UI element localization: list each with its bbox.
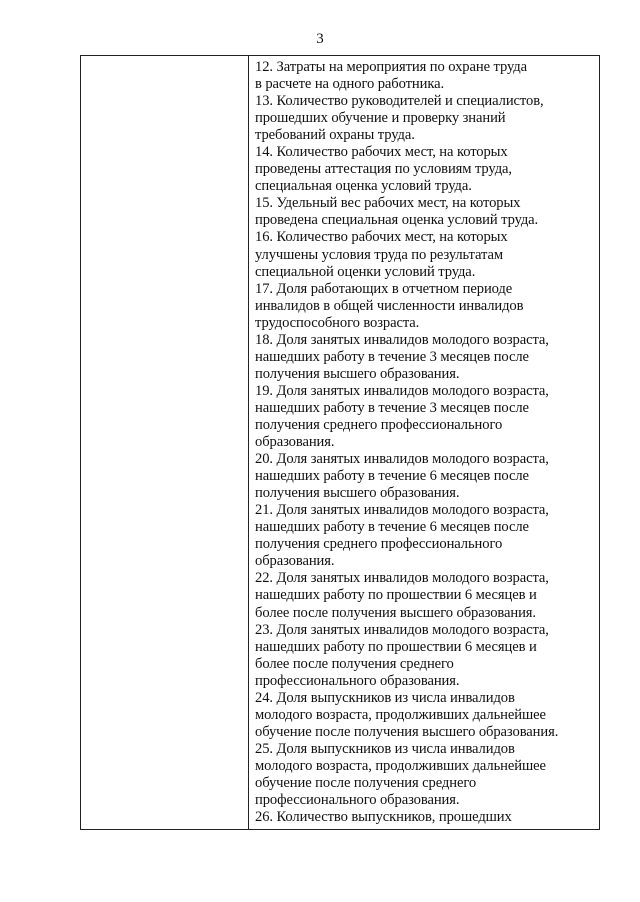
indicator-line: 26. Количество выпускников, прошедших [255,809,512,826]
indicator-line: получения среднего профессионального [255,416,503,433]
indicator-line: обучение после получения среднего [255,774,477,791]
indicator-line: более после получения высшего образования. [255,604,536,621]
indicators-list [255,59,597,826]
indicator-line: специальной оценки условий труда. [255,263,476,280]
indicator-line: профессионального образования. [255,792,460,809]
indicator-line: 20. Доля занятых инвалидов молодого возраста, [255,451,549,468]
indicator-line: инвалидов в общей численности инвалидов [255,297,524,314]
indicator-line: трудоспособного возраста. [255,314,420,331]
indicators-table [80,55,600,830]
indicator-line: получения среднего профессионального [255,536,503,553]
indicator-line: нашедших работу по прошествии 6 месяцев и [255,638,537,655]
indicator-line: 25. Доля выпускников из числа инвалидов [255,740,515,757]
indicator-line: молодого возраста, продолживших дальнейшее [255,706,546,723]
indicator-line: 13. Количество руководителей и специалистов, [255,93,544,110]
indicator-line: 14. Количество рабочих мест, на которых [255,144,508,161]
indicator-line: 18. Доля занятых инвалидов молодого возраста, [255,331,549,348]
indicator-line: образования. [255,553,335,570]
indicator-line: улучшены условия труда по результатам [255,246,503,263]
indicator-line: 16. Количество рабочих мест, на которых [255,229,508,246]
indicator-line: нашедших работу в течение 6 месяцев после [255,468,529,485]
indicator-line: нашедших работу в течение 3 месяцев после [255,399,529,416]
indicator-line: нашедших работу по прошествии 6 месяцев и [255,587,537,604]
indicator-line: 22. Доля занятых инвалидов молодого возраста, [255,570,549,587]
indicator-line: 17. Доля работающих в отчетном периоде [255,280,513,297]
indicator-line: 15. Удельный вес рабочих мест, на которых [255,195,521,212]
indicator-line: более после получения среднего [255,655,454,672]
indicator-line: нашедших работу в течение 3 месяцев после [255,348,529,365]
left-cell [81,56,249,830]
page-number: 3 [316,31,324,47]
indicator-line: требований охраны труда. [255,127,415,144]
indicator-line: нашедших работу в течение 6 месяцев после [255,519,529,536]
indicators-cell [249,56,600,830]
indicator-line: 19. Доля занятых инвалидов молодого возраста, [255,382,549,399]
table-row [81,56,600,830]
indicator-line: 24. Доля выпускников из числа инвалидов [255,689,515,706]
indicator-line: специальная оценка условий труда. [255,178,472,195]
indicator-line: образования. [255,434,335,451]
indicator-line: 12. Затраты на мероприятия по охране труда [255,59,527,75]
indicator-line: 23. Доля занятых инвалидов молодого возраста, [255,621,549,638]
indicator-line: проведены аттестация по условиям труда, [255,161,512,178]
indicator-line: обучение после получения высшего образования. [255,723,559,740]
indicator-line: в расчете на одного работника. [255,76,445,93]
indicator-line: молодого возраста, продолживших дальнейшее [255,757,546,774]
indicator-line: получения высшего образования. [255,365,460,382]
indicator-line: 21. Доля занятых инвалидов молодого возраста, [255,502,549,519]
indicator-line: получения высшего образования. [255,485,460,502]
indicator-line: проведена специальная оценка условий труда. [255,212,539,229]
indicator-line: профессионального образования. [255,672,460,689]
indicator-line: прошедших обучение и проверку знаний [255,110,506,127]
